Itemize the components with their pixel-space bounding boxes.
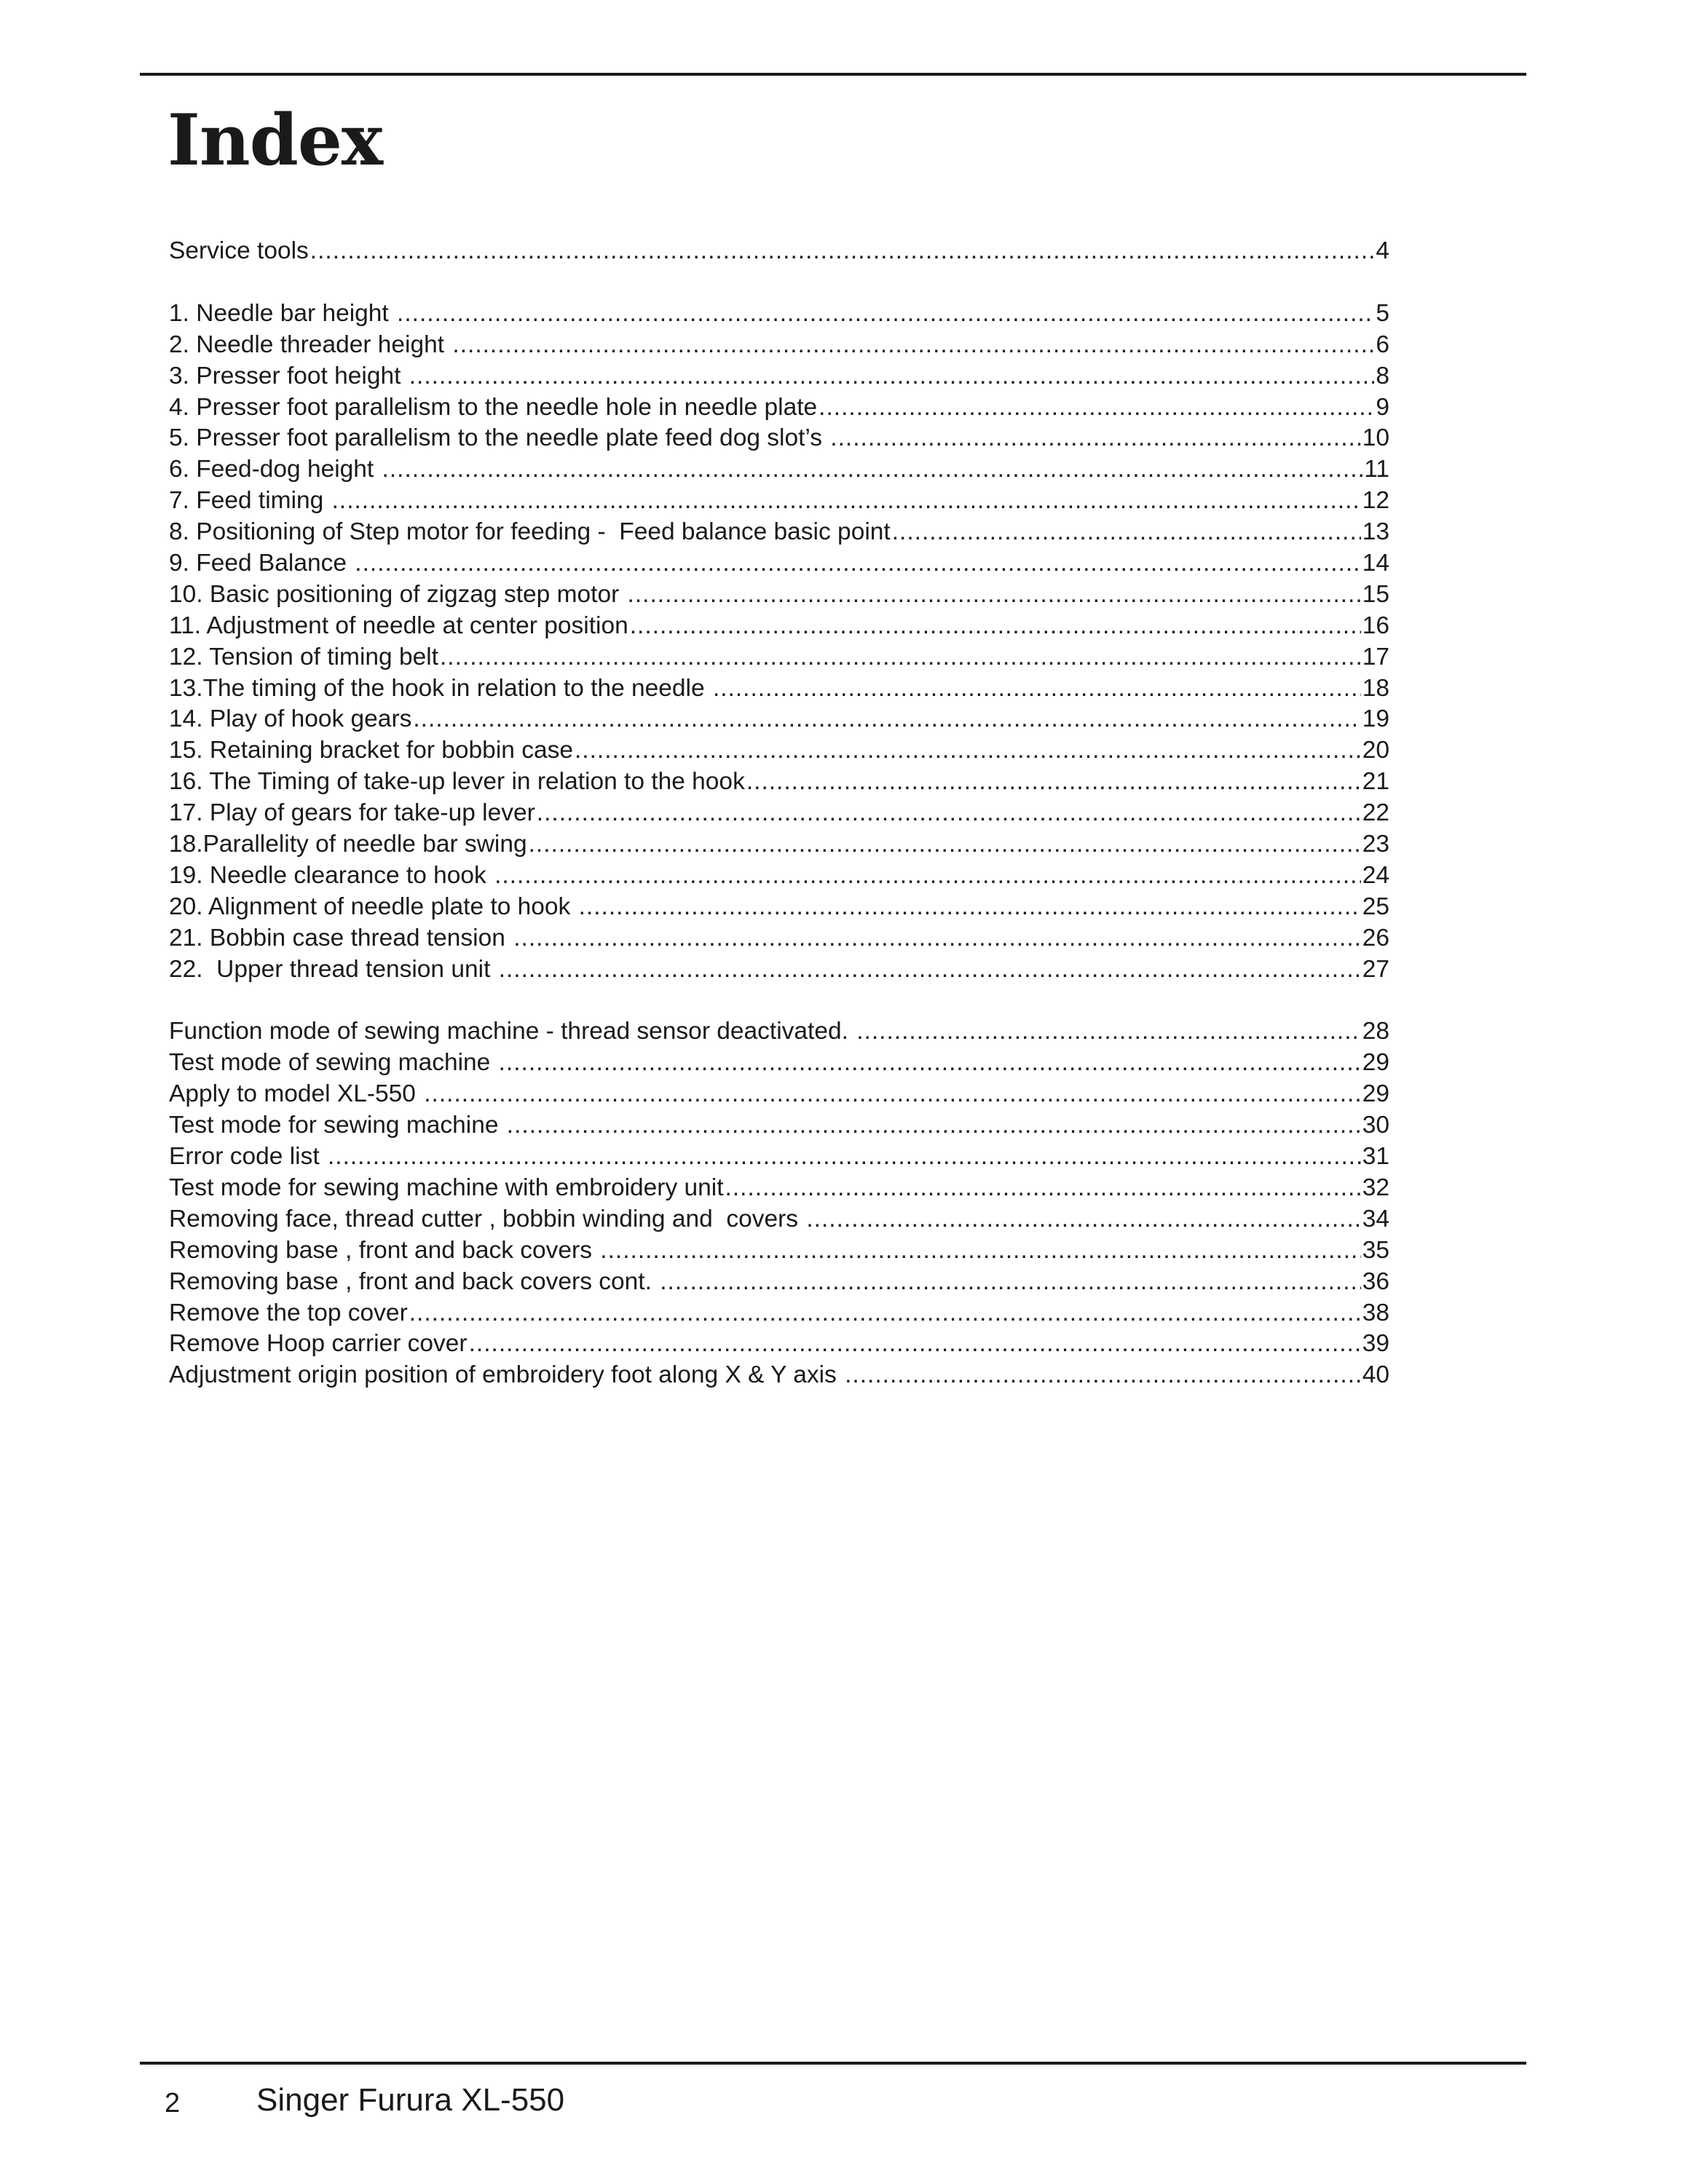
toc-entry-label: 17. Play of gears for take-up lever	[169, 799, 535, 827]
dot-leader	[382, 454, 1363, 486]
toc-entry	[169, 892, 1389, 923]
toc-entry-page: 4	[1376, 237, 1389, 264]
toc-entry	[169, 1360, 1389, 1391]
toc-entry	[169, 1298, 1389, 1329]
toc-entry-page: 39	[1362, 1330, 1389, 1358]
toc-entry-label: Remove Hoop carrier cover	[169, 1330, 468, 1358]
toc-entry-page: 23	[1362, 831, 1389, 858]
toc-entry-page: 14	[1362, 550, 1389, 577]
toc-entry-label: 13.The timing of the hook in relation to the needle	[169, 674, 711, 702]
toc-entry-label: 10. Basic positioning of zigzag step motor	[169, 580, 626, 608]
dot-leader	[630, 611, 1361, 642]
toc-entry	[169, 1267, 1389, 1298]
dot-leader	[440, 642, 1361, 673]
dot-leader	[713, 673, 1361, 705]
toc-entry	[169, 735, 1389, 767]
dot-leader	[397, 298, 1374, 330]
toc-entry-page: 36	[1362, 1267, 1389, 1295]
dot-leader	[413, 704, 1360, 735]
toc-entry	[169, 642, 1389, 673]
toc-entry-page: 20	[1362, 737, 1389, 764]
dot-leader	[499, 1048, 1361, 1079]
toc-entry	[169, 829, 1389, 860]
toc-entry-page: 10	[1362, 424, 1389, 452]
toc-entry-page: 27	[1362, 955, 1389, 983]
toc-entry-page: 16	[1362, 612, 1389, 639]
toc-entry-page: 24	[1362, 861, 1389, 889]
toc-entry-label: 19. Needle clearance to hook	[169, 861, 494, 889]
top-rule	[140, 73, 1526, 76]
toc-entry-label: Remove the top cover	[169, 1299, 408, 1326]
bottom-rule	[140, 2062, 1526, 2065]
toc-entry-label: Removing base , front and back covers	[169, 1236, 599, 1264]
toc-entry-label: 5. Presser foot parallelism to the needle plate feed dog slot’s	[169, 424, 829, 452]
toc-entry-page: 25	[1362, 893, 1389, 920]
dot-leader	[856, 1016, 1360, 1048]
toc-entry-label: 8. Positioning of Step motor for feeding - Feed balance basic point	[169, 518, 891, 546]
dot-leader	[830, 423, 1360, 454]
toc-entry-page: 6	[1376, 331, 1389, 358]
dot-leader	[660, 1267, 1361, 1298]
toc-entry	[169, 486, 1389, 517]
toc-entry-label: 9. Feed Balance	[169, 550, 354, 577]
toc-entry-label: 1. Needle bar height	[169, 299, 396, 327]
toc-entry-page: 28	[1362, 1018, 1389, 1045]
toc-entry	[169, 579, 1389, 611]
toc-entry-page: 19	[1362, 705, 1389, 733]
dot-leader	[845, 1360, 1361, 1391]
toc-entry-label: 14. Play of hook gears	[169, 705, 412, 733]
toc-entry-label: 20. Alignment of needle plate to hook	[169, 893, 577, 920]
dot-leader	[806, 1204, 1360, 1235]
toc-group	[169, 298, 1389, 986]
toc-entry	[169, 954, 1389, 986]
toc-entry-label: 16. The Timing of take-up lever in relation to the hook	[169, 768, 745, 796]
dot-leader	[355, 548, 1360, 579]
toc-entry-label: Service tools	[169, 237, 309, 264]
toc-entry-label: 15. Retaining bracket for bobbin case	[169, 737, 573, 764]
toc-entry	[169, 1016, 1389, 1048]
dot-leader	[725, 1173, 1361, 1204]
toc-entry	[169, 1204, 1389, 1235]
toc-entry	[169, 1173, 1389, 1204]
toc-entry-label: 12. Tension of timing belt	[169, 643, 438, 670]
toc-entry	[169, 1329, 1389, 1360]
toc-entry-label: Removing base , front and back covers cont.	[169, 1267, 659, 1295]
toc-entry	[169, 704, 1389, 735]
toc-entry-label: 4. Presser foot parallelism to the needle hole in needle plate	[169, 393, 818, 421]
toc-entry-label: Removing face, thread cutter , bobbin winding and covers	[169, 1205, 805, 1233]
toc-entry-page: 31	[1362, 1143, 1389, 1171]
dot-leader	[746, 767, 1361, 798]
dot-leader	[575, 735, 1361, 767]
toc-group	[169, 236, 1389, 267]
dot-leader	[494, 860, 1361, 892]
toc-entry	[169, 517, 1389, 548]
toc-entry-page: 22	[1362, 799, 1389, 827]
toc-entry	[169, 236, 1389, 267]
toc-entry	[169, 673, 1389, 705]
dot-leader	[424, 1079, 1361, 1110]
toc-entry-label: Test mode for sewing machine with embroidery unit	[169, 1174, 724, 1201]
toc-entry-label: 3. Presser foot height	[169, 362, 408, 389]
footer-page-number: 2	[165, 2088, 181, 2118]
dot-leader	[507, 1110, 1361, 1142]
dot-leader	[409, 1298, 1361, 1329]
dot-leader	[513, 923, 1361, 954]
toc-entry-label: 7. Feed timing	[169, 487, 331, 515]
dot-leader	[332, 486, 1361, 517]
toc-entry-label: Function mode of sewing machine - thread sensor deactivated.	[169, 1018, 856, 1045]
toc-entry-page: 29	[1362, 1080, 1389, 1108]
toc-entry	[169, 611, 1389, 642]
toc-entry-page: 40	[1362, 1361, 1389, 1389]
toc-entry-page: 32	[1362, 1174, 1389, 1201]
dot-leader	[579, 892, 1361, 923]
dot-leader	[310, 236, 1375, 267]
toc-entry-page: 30	[1362, 1112, 1389, 1139]
toc-entry	[169, 1079, 1389, 1110]
toc-entry-page: 17	[1362, 643, 1389, 670]
toc-entry	[169, 548, 1389, 579]
page-title: Index	[167, 99, 383, 181]
toc-entry-label: 2. Needle threader height	[169, 331, 451, 358]
toc-entry	[169, 798, 1389, 829]
toc-entry-page: 13	[1362, 518, 1389, 546]
toc-entry-label: 22. Upper thread tension unit	[169, 955, 497, 983]
toc-entry-page: 18	[1362, 674, 1389, 702]
toc-entry-label: Apply to model XL-550	[169, 1080, 423, 1108]
toc-entry	[169, 923, 1389, 954]
toc-entry	[169, 1142, 1389, 1173]
toc-entry-page: 21	[1362, 768, 1389, 796]
toc-entry-page: 35	[1362, 1236, 1389, 1264]
toc-entry-label: Adjustment origin position of embroidery foot along X & Y axis	[169, 1361, 844, 1389]
toc-entry-label: 18.Parallelity of needle bar swing	[169, 831, 527, 858]
toc-entry	[169, 454, 1389, 486]
toc-entry-label: Test mode for sewing machine	[169, 1112, 505, 1139]
toc-entry-page: 34	[1362, 1205, 1389, 1233]
toc-entry	[169, 298, 1389, 330]
toc-entry-page: 5	[1376, 299, 1389, 327]
dot-leader	[819, 392, 1374, 424]
toc-entry-label: 11. Adjustment of needle at center position	[169, 612, 628, 639]
toc-entry	[169, 1235, 1389, 1267]
toc-entry-label: Error code list	[169, 1143, 326, 1171]
toc-group	[169, 1016, 1389, 1391]
dot-leader	[537, 798, 1361, 829]
toc-entry-label: Test mode of sewing machine	[169, 1049, 497, 1077]
toc-entry-page: 9	[1376, 393, 1389, 421]
toc-entry-page: 26	[1362, 924, 1389, 951]
dot-leader	[452, 330, 1374, 361]
toc-entry	[169, 330, 1389, 361]
toc-entry-page: 38	[1362, 1299, 1389, 1326]
toc-entry	[169, 1110, 1389, 1142]
toc-entry-page: 8	[1376, 362, 1389, 389]
dot-leader	[469, 1329, 1361, 1360]
dot-leader	[499, 954, 1361, 986]
toc-entry-page: 15	[1362, 580, 1389, 608]
toc-entry	[169, 767, 1389, 798]
toc-entry-page: 29	[1362, 1049, 1389, 1077]
toc-entry	[169, 392, 1389, 424]
table-of-contents	[169, 236, 1389, 1423]
dot-leader	[892, 517, 1361, 548]
toc-entry-page: 12	[1362, 487, 1389, 515]
toc-entry-label: 21. Bobbin case thread tension	[169, 924, 513, 951]
footer-title: Singer Furura XL-550	[256, 2082, 565, 2118]
toc-entry-label: 6. Feed-dog height	[169, 456, 381, 483]
toc-entry-page: 11	[1364, 456, 1389, 483]
dot-leader	[409, 361, 1375, 392]
dot-leader	[328, 1142, 1361, 1173]
dot-leader	[628, 579, 1361, 611]
toc-entry	[169, 860, 1389, 892]
dot-leader	[600, 1235, 1360, 1267]
toc-entry	[169, 1048, 1389, 1079]
dot-leader	[529, 829, 1361, 860]
toc-entry	[169, 361, 1389, 392]
toc-entry	[169, 423, 1389, 454]
